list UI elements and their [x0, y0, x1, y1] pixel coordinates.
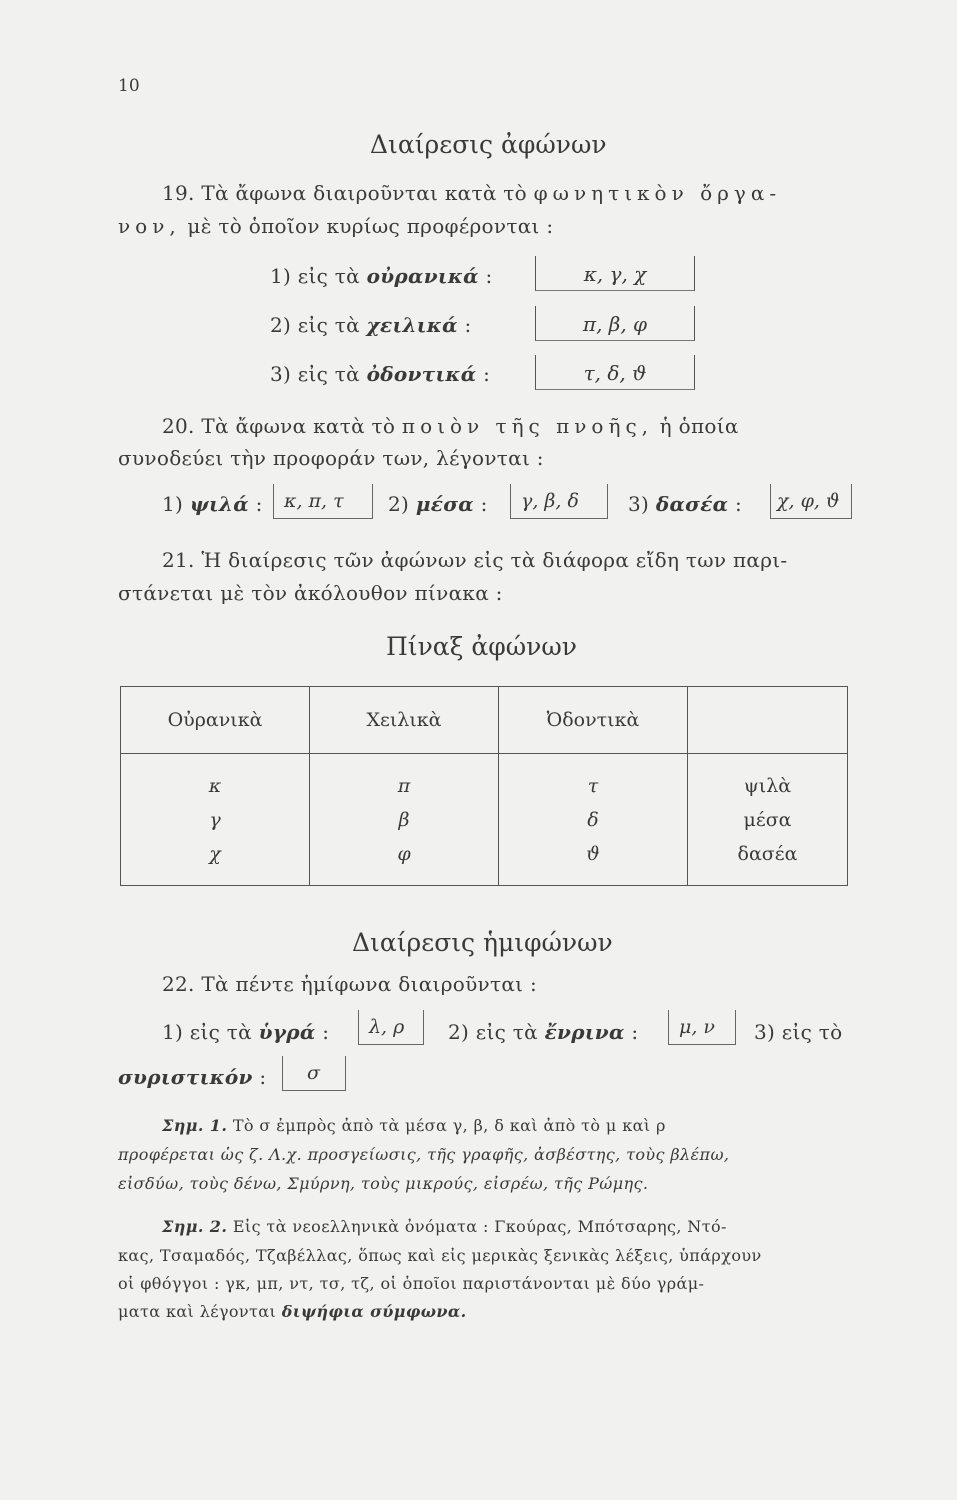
table-cell: π — [397, 774, 411, 797]
breath-box-2 — [510, 484, 608, 519]
column-odontika — [499, 754, 688, 886]
p20-text: 20. Τὰ ἄφωνα κατὰ τὸ — [162, 414, 396, 438]
hemi-term: συριστικόν — [118, 1065, 253, 1089]
hemi-term: ὑγρά — [258, 1020, 316, 1044]
breath-term: δασέα — [655, 492, 729, 516]
note2-term: διψήφια σύμφωνα. — [281, 1302, 467, 1321]
hemi-term: ἔνρινα — [544, 1020, 625, 1044]
header-empty — [688, 687, 848, 754]
table-cell: φ — [397, 842, 411, 865]
note1-label: Σημ. 1. — [162, 1116, 228, 1135]
organ-box-3 — [535, 355, 695, 390]
organ-letters-1: κ, γ, χ — [583, 262, 647, 286]
organ-prefix: 3) εἰς τὰ — [270, 362, 360, 386]
p20-spaced-term: ποιὸν τῆς πνοῆς, — [401, 414, 653, 438]
hemi-letters-1: λ, ρ — [369, 1016, 405, 1038]
p20-line1 — [162, 414, 739, 438]
p20-text-end: ἡ ὁποία — [659, 414, 739, 438]
note2-line2: κας, Τσαμαδός, Τζαβέλλας, ὅπως καὶ εἰς μερικὰς ξενικὰς λέξεις, ὑπάρχουν — [118, 1246, 762, 1265]
note1-line2: προφέρεται ὡς ζ. Λ.χ. προσγείωσις, τῆς γραφῆς, ἀσβέστης, τοὺς βλέπω, — [118, 1145, 730, 1164]
table-cell: μέσα — [743, 808, 792, 831]
table-cell: ϑ — [586, 842, 600, 865]
note2-text-end: ματα καὶ λέγονται — [118, 1302, 277, 1321]
table-cell: τ — [587, 774, 599, 797]
organ-term: χειλικά — [366, 313, 458, 337]
note1-line3: εἰσδύω, τοὺς δένω, Σμύρνη, τοὺς μικρούς, εἰσρέω, τῆς Ρώμης. — [118, 1174, 649, 1193]
hemiphona-item-3 — [118, 1065, 266, 1089]
section-heading-hemiphona: Διαίρεσις ἡμιφώνων — [352, 928, 613, 957]
breath-box-1 — [273, 484, 373, 519]
table-title: Πίναξ ἀφώνων — [386, 632, 577, 661]
breath-colon: : — [735, 492, 743, 516]
organ-term: ὀδοντικά — [366, 362, 477, 386]
table-cell: δασέα — [737, 842, 798, 865]
organ-item-3 — [270, 362, 490, 386]
note1-line1 — [162, 1116, 666, 1135]
table-cell: χ — [209, 842, 221, 865]
page-number: 10 — [118, 76, 140, 96]
hemiphona-item-2 — [448, 1020, 638, 1044]
organ-term: οὐρανικά — [366, 264, 479, 288]
table-cell: ψιλὰ — [743, 774, 792, 797]
note2-text: Εἰς τὰ νεοελληνικὰ ὀνόματα : Γκούρας, Μπότσαρης, Ντό- — [232, 1217, 727, 1236]
breath-num: 1) — [162, 492, 184, 516]
p19-line1 — [162, 181, 781, 205]
hemi-box-3 — [282, 1056, 346, 1091]
breath-colon: : — [255, 492, 263, 516]
header-cheilika: Χειλικὰ — [310, 687, 499, 754]
aphona-table — [120, 686, 848, 886]
table-cell: κ — [208, 774, 222, 797]
p21-line2: στάνεται μὲ τὸν ἀκόλουθον πίνακα : — [118, 581, 503, 605]
note2-label: Σημ. 2. — [162, 1217, 228, 1236]
organ-colon: : — [464, 313, 472, 337]
p19-spaced-term: φωνητικὸν ὄργα- — [533, 181, 782, 205]
organ-letters-3: τ, δ, ϑ — [583, 361, 647, 385]
hemi-box-2 — [668, 1010, 736, 1045]
breath-num: 3) — [628, 492, 650, 516]
hemi-colon: : — [631, 1020, 639, 1044]
hemiphona-item-1 — [162, 1020, 329, 1044]
hemi-prefix: 1) εἰς τὰ — [162, 1020, 252, 1044]
hemi-colon: : — [322, 1020, 330, 1044]
breath-item-3 — [628, 492, 742, 516]
p19-line1-text: 19. — [162, 181, 195, 205]
p22-line: 22. Τὰ πέντε ἡμίφωνα διαιροῦνται : — [162, 972, 538, 996]
header-odontika: Ὀδοντικὰ — [499, 687, 688, 754]
note2-line4 — [118, 1302, 467, 1321]
note2-line1 — [162, 1217, 727, 1236]
organ-prefix: 1) εἰς τὰ — [270, 264, 360, 288]
table-cell: β — [398, 808, 410, 831]
breath-letters-3: χ, φ, ϑ — [777, 490, 840, 512]
organ-letters-2: π, β, φ — [582, 312, 648, 336]
note2-line3: οἱ φθόγγοι : γκ, μπ, ντ, τσ, τζ, οἱ ὁποῖοι παριστάνονται μὲ δύο γράμ- — [118, 1274, 705, 1293]
section-heading-aphona: Διαίρεσις ἀφώνων — [370, 130, 607, 159]
breath-box-3 — [770, 484, 852, 519]
hemi-box-1 — [358, 1010, 424, 1045]
hemi-letters-3: σ — [307, 1062, 320, 1084]
p19-line2-text: μὲ τὸ ὁποῖον κυρίως προφέρονται : — [187, 214, 554, 238]
breath-term: μέσα — [415, 492, 474, 516]
table-body-row — [121, 754, 848, 886]
organ-item-1 — [270, 264, 493, 288]
table-header-row — [121, 687, 848, 754]
p19-spaced-term-cont: νον, — [118, 214, 181, 238]
breath-colon: : — [480, 492, 488, 516]
column-breath-labels — [688, 754, 848, 886]
p20-line2: συνοδεύει τὴν προφοράν των, λέγονται : — [118, 446, 544, 470]
breath-letters-1: κ, π, τ — [284, 490, 344, 512]
hemiphona-item-3-prefix: 3) εἰς τὸ — [754, 1020, 843, 1044]
breath-item-2 — [388, 492, 488, 516]
table-cell: γ — [209, 808, 221, 831]
breath-item-1 — [162, 492, 263, 516]
hemi-letters-2: μ, ν — [679, 1016, 715, 1038]
p19-line2 — [118, 214, 553, 238]
note1-text: Τὸ σ ἐμπρὸς ἀπὸ τὰ μέσα γ, β, δ καὶ ἀπὸ τὸ μ καὶ ρ — [232, 1116, 666, 1135]
hemi-colon: : — [259, 1065, 267, 1089]
table-cell: δ — [587, 808, 599, 831]
organ-item-2 — [270, 313, 472, 337]
breath-term: ψιλά — [189, 492, 249, 516]
organ-box-2 — [535, 306, 695, 341]
organ-prefix: 2) εἰς τὰ — [270, 313, 360, 337]
header-ouranika: Οὐρανικὰ — [121, 687, 310, 754]
organ-colon: : — [485, 264, 493, 288]
organ-box-1 — [535, 256, 695, 291]
breath-letters-2: γ, β, δ — [521, 490, 579, 512]
column-ouranika — [121, 754, 310, 886]
breath-num: 2) — [388, 492, 410, 516]
p19-line1-text: Τὰ ἄφωνα διαιροῦνται κατὰ τὸ — [201, 181, 527, 205]
organ-colon: : — [483, 362, 491, 386]
p21-line1: 21. Ἡ διαίρεσις τῶν ἀφώνων εἰς τὰ διάφορα εἴδη των παρι- — [162, 548, 788, 572]
hemi-prefix: 2) εἰς τὰ — [448, 1020, 538, 1044]
column-cheilika — [310, 754, 499, 886]
